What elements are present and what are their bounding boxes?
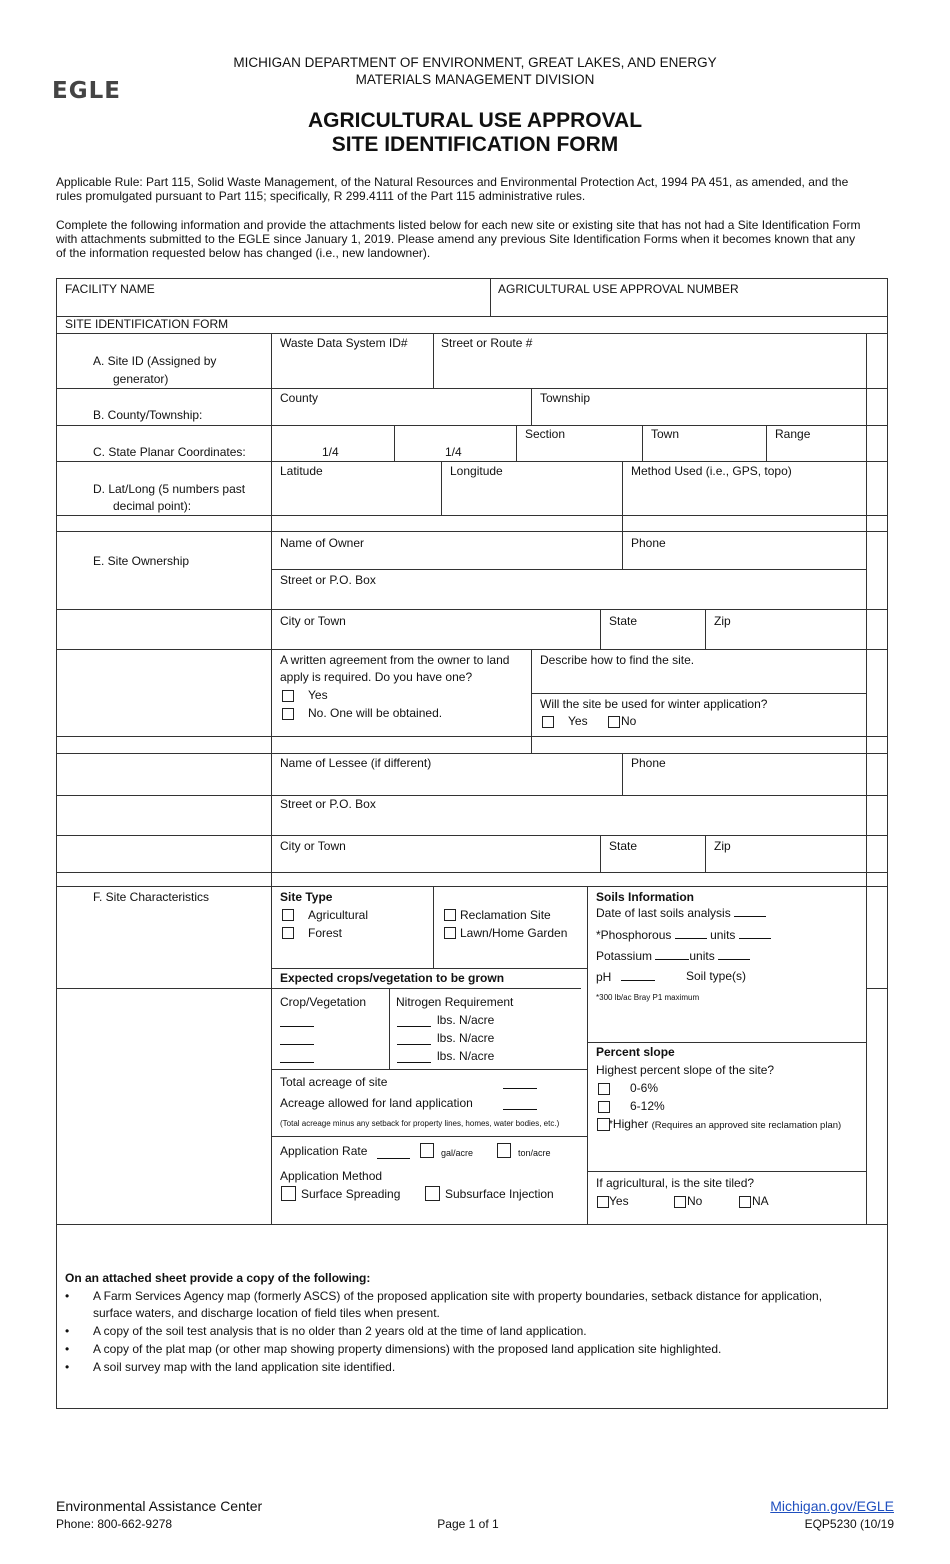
attachments-heading: On an attached sheet provide a copy of the following: (65, 1271, 371, 1285)
nitrogen-line-3[interactable] (397, 1062, 431, 1063)
nitrogen-req-heading: Nitrogen Requirement (396, 995, 514, 1009)
surface-spreading-checkbox[interactable] (281, 1186, 296, 1201)
form-title-line2: SITE IDENTIFICATION FORM (331, 133, 619, 156)
agreement-no-checkbox[interactable] (282, 708, 294, 720)
egle-logo: EGLE (52, 78, 121, 104)
crop-line-3[interactable] (280, 1062, 314, 1063)
instructions-cont: with attachments submitted to the EGLE since January 1, 2019. Please amend any previous Site Identification Forms when it becomes known that any (56, 232, 856, 246)
waste-data-id-field[interactable]: Waste Data System ID# (280, 336, 408, 350)
slope-0-6-label: 0-6% (630, 1081, 659, 1095)
highest-slope-question: Highest percent slope of the site? (596, 1063, 775, 1077)
agricultural-label: Agricultural (308, 908, 369, 922)
acreage-allowed-line[interactable] (503, 1109, 537, 1110)
owner-phone-field[interactable]: Phone (631, 536, 666, 550)
winter-yes-checkbox[interactable] (542, 716, 554, 728)
total-acreage-label: Total acreage of site (280, 1075, 388, 1089)
crop-line-2[interactable] (280, 1044, 314, 1045)
ph-row: pH (596, 968, 655, 986)
phosphorous-units-line[interactable] (739, 926, 771, 939)
approval-number-field[interactable]: AGRICULTURAL USE APPROVAL NUMBER (498, 282, 739, 296)
potassium-row: Potassium units (596, 947, 750, 965)
ph-line[interactable] (621, 968, 655, 981)
tiled-yes-checkbox[interactable] (597, 1196, 609, 1208)
quarter-field-2[interactable]: 1/4 (445, 445, 462, 459)
crop-vegetation-heading: Crop/Vegetation (280, 995, 367, 1009)
gal-acre-checkbox[interactable] (420, 1143, 434, 1158)
lbs-acre-label-1: lbs. N/acre (437, 1013, 495, 1027)
lbs-acre-label-3: lbs. N/acre (437, 1049, 495, 1063)
tiled-no-label: No (687, 1194, 703, 1208)
surface-spreading-label: Surface Spreading (301, 1187, 401, 1201)
acreage-note: (Total acreage minus any setback for property lines, homes, water bodies, etc.) (280, 1119, 560, 1128)
attachment-item-1-cont: surface waters, and discharge location of field tiles when present. (93, 1306, 440, 1320)
county-field[interactable]: County (280, 391, 319, 405)
bullet-1: • (65, 1289, 70, 1303)
bullet-2: • (65, 1324, 70, 1338)
phosphorous-row: *Phosphorous units (596, 926, 771, 944)
forest-label: Forest (308, 926, 343, 940)
subsurface-injection-label: Subsurface Injection (445, 1187, 554, 1201)
agreement-question: A written agreement from the owner to land (280, 653, 510, 667)
instructions: Complete the following information and provide the attachments listed below for each new site or existing site that has not had a Site Identification Form (56, 218, 861, 232)
tiled-question: If agricultural, is the site tiled? (596, 1176, 755, 1190)
agency-name: MICHIGAN DEPARTMENT OF ENVIRONMENT, GREAT LAKES, AND ENERGY (233, 55, 717, 70)
street-route-field[interactable]: Street or Route # (441, 336, 533, 350)
site-id-label-cont: generator) (113, 372, 169, 386)
lawn-garden-checkbox[interactable] (444, 927, 456, 939)
subsurface-injection-checkbox[interactable] (425, 1186, 440, 1201)
agreement-no-label: No. One will be obtained. (308, 706, 443, 720)
owner-zip-field[interactable]: Zip (714, 614, 731, 628)
applicable-rule-cont: rules promulgated pursuant to Part 115; specifically, R 299.4111 of the Part 115 administrative rules. (56, 189, 586, 203)
total-acreage-line[interactable] (503, 1088, 537, 1089)
forest-checkbox[interactable] (282, 927, 294, 939)
instructions-cont2: of the information requested below has changed (i.e., new landowner). (56, 246, 431, 260)
tiled-yes-label: Yes (609, 1194, 629, 1208)
section-field[interactable]: Section (525, 427, 566, 441)
soils-info-heading: Soils Information (596, 890, 695, 904)
acreage-allowed-label: Acreage allowed for land application (280, 1096, 473, 1110)
lat-long-label: D. Lat/Long (5 numbers past (93, 482, 246, 496)
slope-0-6-checkbox[interactable] (598, 1083, 610, 1095)
lessee-city-field[interactable]: City or Town (280, 839, 346, 853)
winter-no-label: No (621, 714, 637, 728)
owner-city-field[interactable]: City or Town (280, 614, 346, 628)
soils-date-label: Date of last soils analysis (596, 904, 766, 922)
reclamation-checkbox[interactable] (444, 909, 456, 921)
slope-6-12-label: 6-12% (630, 1099, 665, 1113)
potassium-units-line[interactable] (718, 947, 750, 960)
range-field[interactable]: Range (775, 427, 811, 441)
site-characteristics-label: F. Site Characteristics (93, 890, 210, 904)
agreement-yes-label: Yes (308, 688, 328, 702)
bullet-3: • (65, 1342, 70, 1356)
section-header: SITE IDENTIFICATION FORM (65, 317, 229, 331)
app-rate-line[interactable] (377, 1158, 410, 1159)
ton-acre-label: ton/acre (518, 1148, 551, 1158)
longitude-field[interactable]: Longitude (450, 464, 503, 478)
lessee-phone-field[interactable]: Phone (631, 756, 666, 770)
nitrogen-line-1[interactable] (397, 1026, 431, 1027)
bullet-4: • (65, 1360, 70, 1374)
footer-center-name: Environmental Assistance Center (56, 1498, 263, 1514)
latitude-field[interactable]: Latitude (280, 464, 323, 478)
township-field[interactable]: Township (540, 391, 591, 405)
slope-higher-label: *Higher (Requires an approved site reclamation plan) (609, 1117, 842, 1131)
facility-name-field[interactable]: FACILITY NAME (65, 282, 155, 296)
phosphorous-line[interactable] (675, 926, 707, 939)
potassium-line[interactable] (655, 947, 689, 960)
app-rate-label: Application Rate (280, 1144, 368, 1158)
agreement-yes-checkbox[interactable] (282, 690, 294, 702)
soils-date-line[interactable] (734, 904, 766, 917)
lessee-zip-field[interactable]: Zip (714, 839, 731, 853)
form-title-line1: AGRICULTURAL USE APPROVAL (307, 109, 643, 132)
owner-street-field[interactable]: Street or P.O. Box (280, 573, 376, 587)
applicable-rule: Applicable Rule: Part 115, Solid Waste Management, of the Natural Resources and Environmental Protection Act, 1994 PA 451, as amended, and the (56, 175, 849, 189)
expected-crops-heading: Expected crops/vegetation to be grown (280, 971, 505, 985)
quarter-field-1[interactable]: 1/4 (322, 445, 339, 459)
ton-acre-checkbox[interactable] (497, 1143, 511, 1158)
app-method-label: Application Method (280, 1169, 383, 1183)
owner-state-field[interactable]: State (609, 614, 638, 628)
lbs-acre-label-2: lbs. N/acre (437, 1031, 495, 1045)
percent-slope-heading: Percent slope (596, 1045, 675, 1059)
county-township-label: B. County/Township: (93, 408, 203, 422)
attachment-item-3: A copy of the plat map (or other map showing property dimensions) with the proposed land application site highlighted. (93, 1342, 722, 1356)
agreement-question-cont: apply is required. Do you have one? (280, 670, 473, 684)
division-name: MATERIALS MANAGEMENT DIVISION (355, 72, 595, 87)
winter-question: Will the site be used for winter application? (540, 697, 768, 711)
lessee-name-field[interactable]: Name of Lessee (if different) (280, 756, 432, 770)
state-planar-label: C. State Planar Coordinates: (93, 445, 246, 459)
attachment-item-2: A copy of the soil test analysis that is no older than 2 years old at the time of land application. (93, 1324, 587, 1338)
agricultural-checkbox[interactable] (282, 909, 294, 921)
footer-form-id: EQP5230 (10/19 (804, 1517, 894, 1531)
tiled-na-label: NA (752, 1194, 769, 1208)
attachment-item-1: A Farm Services Agency map (formerly ASCS) of the proposed application site with property boundaries, setback distance for application, (93, 1289, 823, 1303)
crop-line-1[interactable] (280, 1026, 314, 1027)
town-field[interactable]: Town (651, 427, 680, 441)
gal-acre-label: gal/acre (441, 1148, 474, 1158)
winter-yes-label: Yes (568, 714, 588, 728)
reclamation-label: Reclamation Site (460, 908, 551, 922)
owner-name-field[interactable]: Name of Owner (280, 536, 365, 550)
tiled-no-checkbox[interactable] (674, 1196, 686, 1208)
site-ownership-label: E. Site Ownership (93, 554, 190, 568)
describe-site-field[interactable]: Describe how to find the site. (540, 653, 695, 667)
method-used-field[interactable]: Method Used (i.e., GPS, topo) (631, 464, 792, 478)
attachment-item-4: A soil survey map with the land application site identified. (93, 1360, 396, 1374)
footer-website-link[interactable]: Michigan.gov/EGLE (770, 1498, 894, 1514)
tiled-na-checkbox[interactable] (739, 1196, 751, 1208)
lat-long-label-cont: decimal point): (113, 499, 192, 513)
lawn-garden-label: Lawn/Home Garden (460, 926, 568, 940)
nitrogen-line-2[interactable] (397, 1044, 431, 1045)
footer-phone: Phone: 800-662-9278 (56, 1517, 173, 1531)
bray-note: *300 lb/ac Bray P1 maximum (596, 993, 700, 1002)
footer-page: Page 1 of 1 (437, 1517, 499, 1531)
site-type-heading: Site Type (280, 890, 333, 904)
lessee-state-field[interactable]: State (609, 839, 638, 853)
soil-types-label: Soil type(s) (686, 969, 747, 983)
winter-no-checkbox[interactable] (608, 716, 620, 728)
slope-6-12-checkbox[interactable] (598, 1101, 610, 1113)
lessee-street-field[interactable]: Street or P.O. Box (280, 797, 376, 811)
site-id-label: A. Site ID (Assigned by (93, 354, 217, 368)
